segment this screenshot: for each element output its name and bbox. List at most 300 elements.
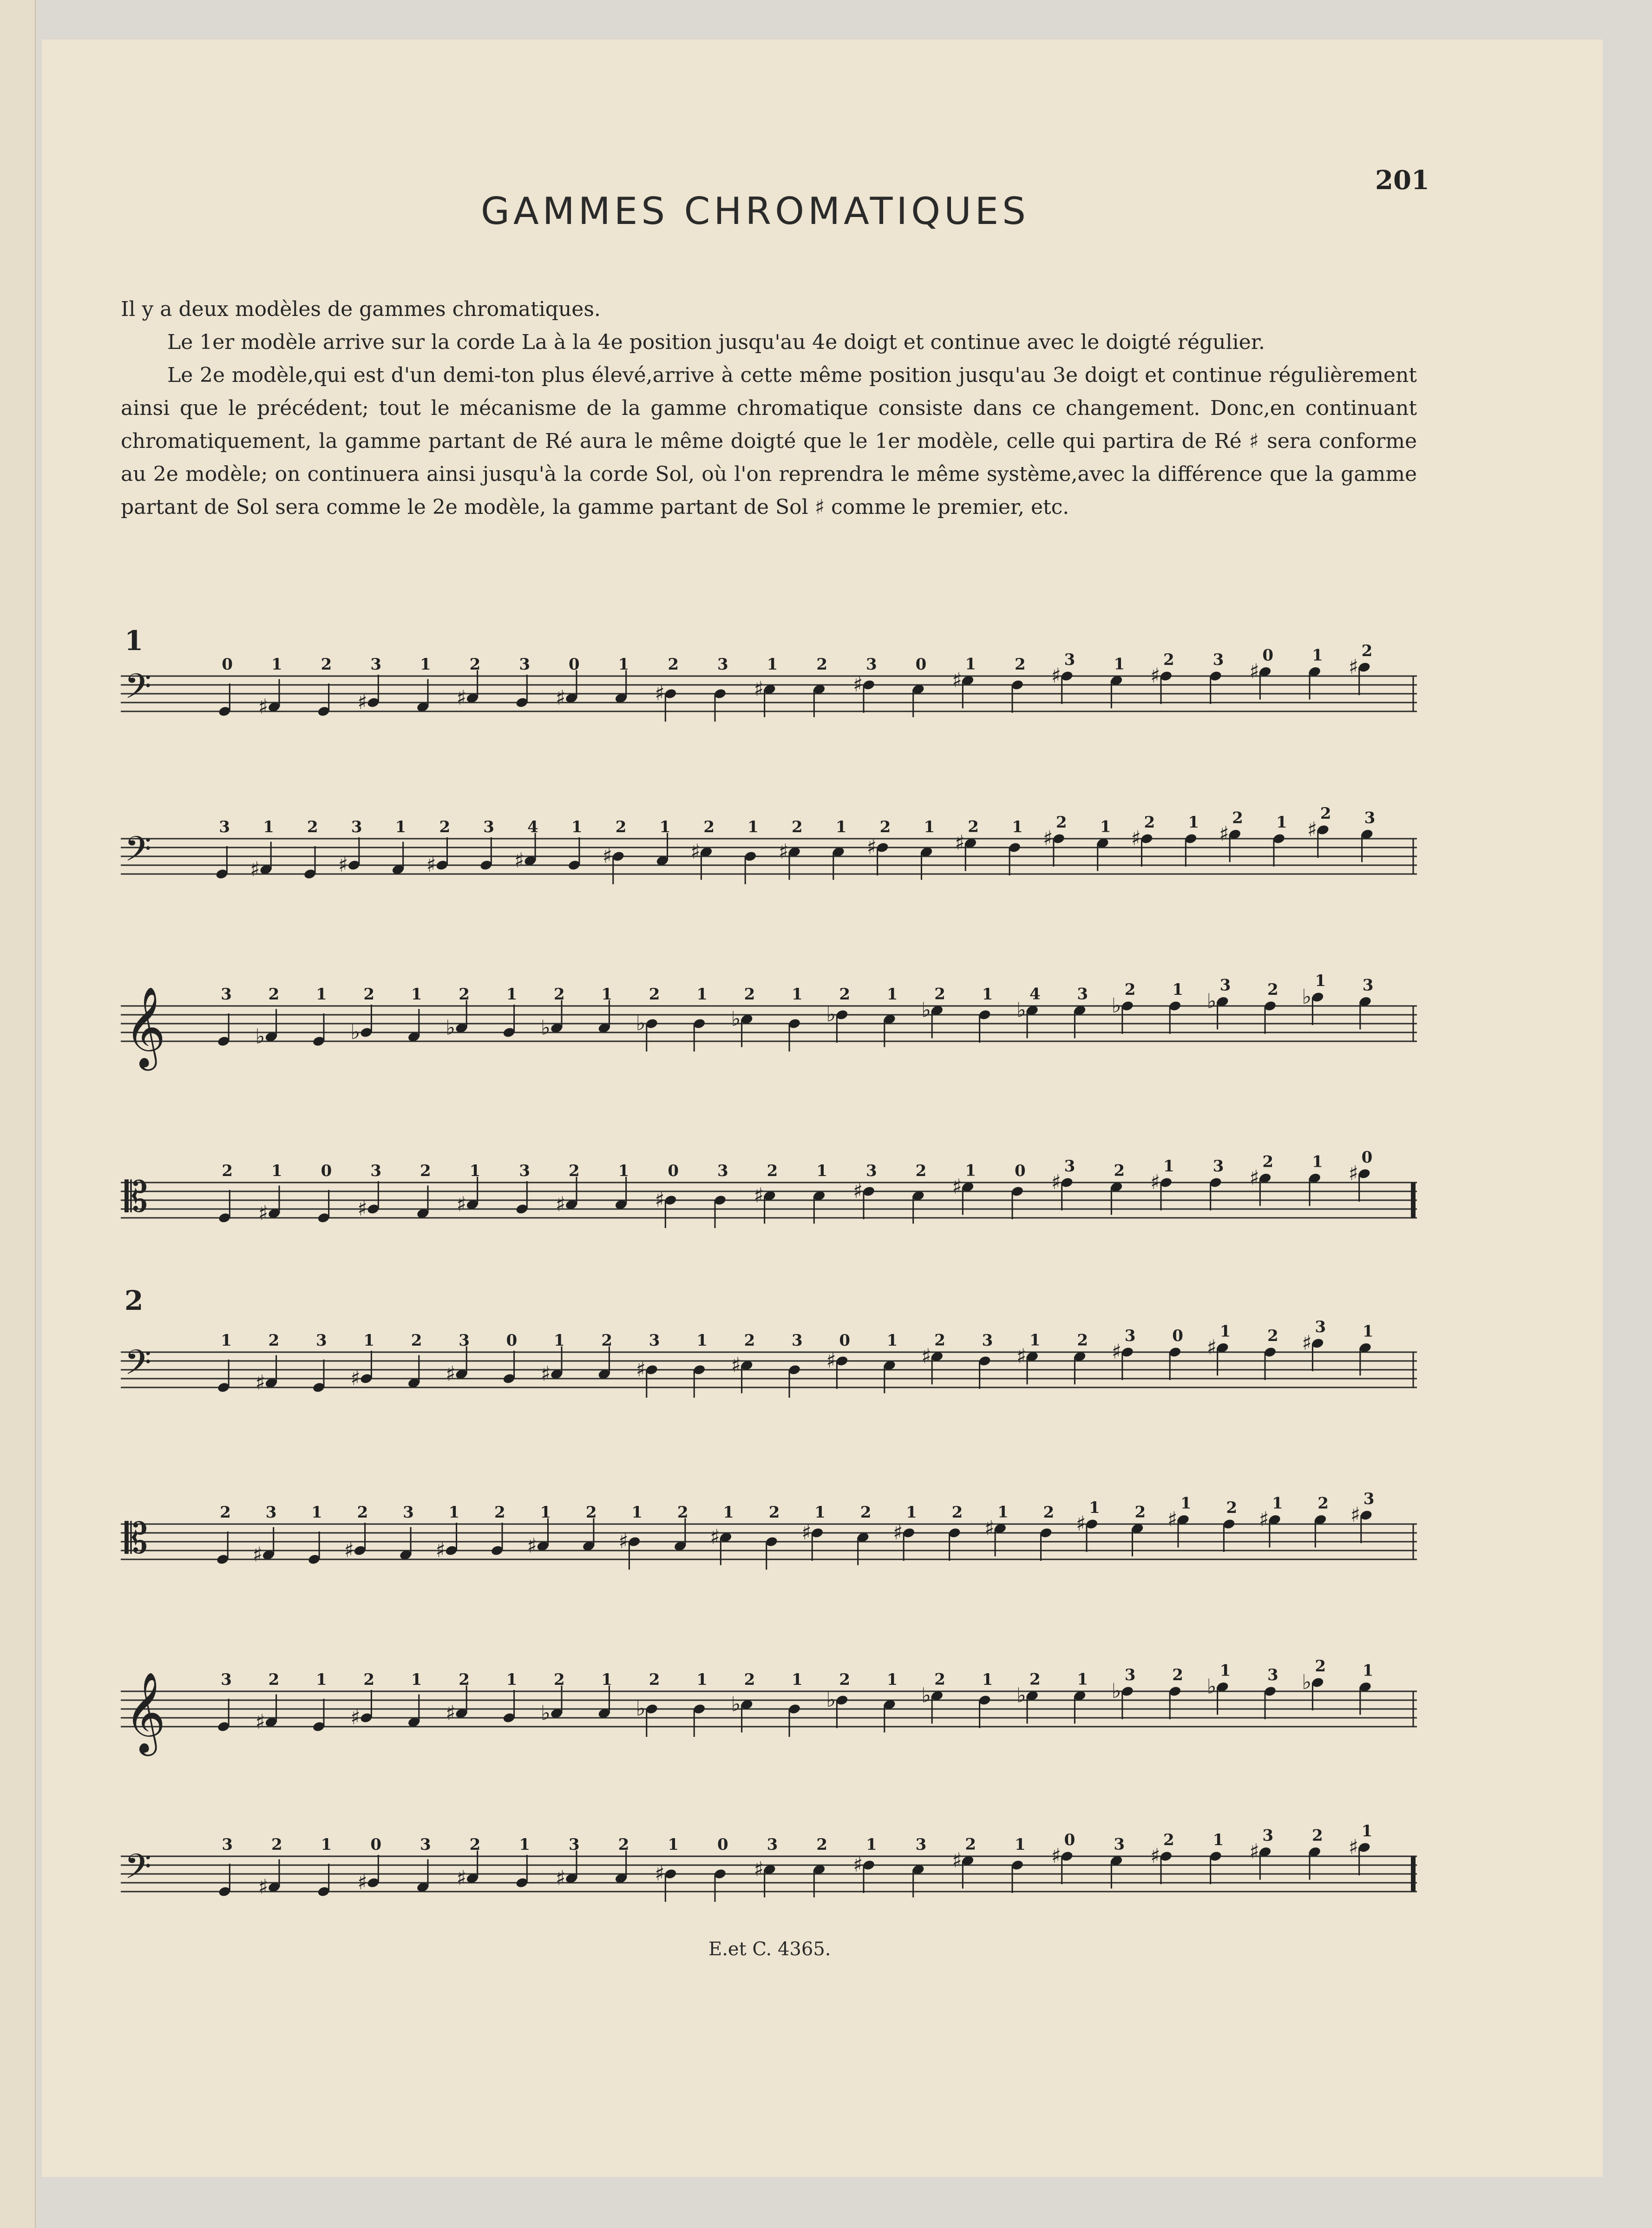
fingering-number: 1 [1315, 972, 1326, 990]
fingering-number: 1 [271, 1162, 282, 1180]
fingering-number: 3 [1363, 1490, 1375, 1508]
accidental: ♯ [426, 853, 436, 877]
fingering-number: 3 [982, 1331, 993, 1350]
accidental: ♭ [1016, 1683, 1026, 1708]
fingering-number: 1 [221, 1331, 232, 1350]
fingering-number: 1 [316, 1670, 327, 1689]
fingering-number: 2 [459, 985, 470, 1004]
staff-svg [121, 804, 1417, 904]
staff-svg [121, 1490, 1417, 1589]
fingering-number: 2 [968, 817, 979, 836]
fingering-number: 2 [703, 818, 715, 836]
fingering-number: 1 [1276, 813, 1287, 832]
accidental: ♯ [853, 1179, 863, 1203]
accidental: ♯ [1150, 1170, 1160, 1194]
fingering-number: 1 [420, 655, 431, 674]
fingering-number: 3 [1315, 1318, 1326, 1336]
fingering-number: 1 [1188, 813, 1200, 832]
fingering-number: 2 [554, 985, 565, 1004]
staff [121, 1822, 1417, 1899]
accidental: ♭ [826, 1688, 836, 1712]
accidental: ♯ [853, 1853, 863, 1877]
fingering-number: 1 [631, 1503, 643, 1522]
accidental: ♯ [556, 1192, 566, 1216]
fingering-number: 1 [263, 818, 274, 836]
accidental: ♯ [984, 1516, 995, 1540]
accidental: ♯ [1249, 1840, 1259, 1864]
accidental: ♭ [1016, 998, 1026, 1022]
fingering-number: 2 [1312, 1826, 1323, 1845]
fingering-number: 2 [934, 1670, 945, 1689]
fingering-number: 1 [411, 985, 422, 1004]
fingering-number: 3 [717, 1162, 728, 1180]
accidental: ♭ [826, 1003, 836, 1026]
accidental: ♯ [921, 1344, 931, 1368]
fingering-number: 2 [934, 985, 945, 1004]
fingering-number: 2 [879, 818, 891, 836]
accidental: ♯ [1131, 827, 1141, 850]
accidental: ♯ [1051, 1170, 1061, 1194]
fingering-number: 1 [835, 818, 847, 836]
fingering-number: 3 [1262, 1826, 1274, 1845]
fingering-number: 1 [965, 1161, 977, 1180]
fingering-number: 2 [268, 985, 280, 1004]
staff-svg [121, 642, 1417, 741]
accidental: ♯ [357, 1871, 367, 1894]
fingering-number: 1 [1100, 817, 1111, 836]
fingering-number: 1 [411, 1670, 422, 1689]
staff [121, 1657, 1417, 1753]
fingering-number: 3 [519, 655, 531, 674]
fingering-number: 3 [866, 1162, 877, 1180]
fingering-number: 2 [420, 1162, 431, 1180]
accidental: ♯ [655, 682, 665, 705]
fingering-number: 1 [519, 1835, 531, 1854]
fingering-number: 2 [469, 1835, 481, 1854]
fingering-number: 1 [1213, 1831, 1224, 1849]
clef-treble: 𝄞 [125, 986, 166, 1067]
fingering-number: 0 [668, 1162, 679, 1180]
accidental: ♯ [655, 1188, 665, 1212]
accidental: ♯ [853, 673, 863, 697]
fingering-number: 2 [1163, 651, 1174, 669]
staff [121, 1148, 1417, 1225]
intro-paragraph-3: Le 2e modèle,qui est d'un demi-ton plus élevé,arrive à cette même position jusqu'au 3e doigt et continue régulièrement ainsi que le précédent; tout le mécanisme de la gamme chromatique consiste dans ce changement. Donc,en continuant chromatiquement, la gamme partant de Ré aura le même doigté que le 1er modèle, celle qui partira de Ré ♯ sera conforme au 2e modèle; on continuera ainsi jusqu'à la corde Sol, où l'on reprendra le même système,avec la différence que la gamme partant de Sol sera comme le 2e modèle, la gamme partant de Sol ♯ comme le premier, etc. [121, 363, 1417, 519]
accidental: ♯ [258, 1201, 269, 1225]
fingering-number: 1 [659, 818, 671, 836]
fingering-number: 2 [1055, 813, 1067, 832]
accidental: ♯ [350, 1367, 361, 1390]
fingering-number: 3 [483, 818, 494, 836]
fingering-number: 1 [982, 1670, 993, 1689]
fingering-number: 1 [696, 985, 708, 1004]
accidental: ♯ [952, 1175, 962, 1199]
accidental: ♯ [338, 853, 348, 877]
clef-bass: 𝄢 [125, 666, 151, 715]
fingering-number: 3 [316, 1331, 327, 1350]
fingering-number: 0 [915, 655, 927, 674]
accidental: ♯ [1206, 1335, 1217, 1360]
fingering-number: 2 [618, 1835, 629, 1854]
fingering-number: 3 [370, 1162, 382, 1180]
fingering-number: 3 [1362, 976, 1374, 995]
fingering-number: 2 [1318, 1494, 1329, 1513]
accidental: ♯ [636, 1358, 646, 1381]
accidental: ♭ [255, 1025, 265, 1049]
fingering-number: 2 [816, 655, 828, 674]
fingering-number: 0 [222, 655, 233, 674]
fingering-number: 3 [1267, 1666, 1278, 1684]
accidental: ♯ [1150, 1844, 1160, 1868]
fingering-number: 3 [1213, 1157, 1224, 1176]
fingering-number: 0 [1262, 646, 1274, 665]
fingering-number: 1 [816, 1162, 828, 1180]
fingering-number: 1 [1272, 1494, 1283, 1513]
accidental: ♯ [866, 835, 877, 859]
fingering-number: 1 [792, 1670, 803, 1689]
fingering-number: 1 [1163, 1157, 1174, 1176]
fingering-number: 1 [792, 985, 803, 1004]
fingering-number: 1 [1180, 1494, 1192, 1513]
accidental: ♯ [456, 686, 466, 710]
fingering-number: 0 [1064, 1831, 1075, 1849]
accidental: ♭ [921, 1683, 931, 1708]
fingering-number: 1 [906, 1503, 917, 1522]
accidental: ♯ [456, 1866, 466, 1890]
fingering-number: 1 [747, 818, 759, 836]
fingering-number: 1 [1362, 1322, 1374, 1341]
accidental: ♯ [1348, 1835, 1358, 1859]
fingering-number: 3 [459, 1331, 470, 1350]
fingering-number: 2 [268, 1331, 280, 1350]
fingering-number: 2 [554, 1670, 565, 1689]
fingering-number: 2 [649, 985, 660, 1004]
fingering-number: 3 [370, 655, 382, 674]
accidental: ♯ [514, 848, 524, 873]
accidental: ♯ [255, 1371, 265, 1395]
fingering-number: 3 [219, 818, 230, 836]
page-number: 201 [1375, 165, 1429, 196]
accidental: ♯ [357, 690, 367, 714]
accidental: ♭ [541, 1016, 551, 1040]
fingering-number: 1 [506, 985, 518, 1004]
fingering-number: 2 [1043, 1503, 1055, 1522]
fingering-number: 1 [668, 1835, 679, 1854]
fingering-number: 2 [1114, 1161, 1125, 1180]
fingering-number: 1 [540, 1503, 551, 1522]
fingering-number: 1 [1312, 646, 1323, 665]
fingering-number: 2 [459, 1670, 470, 1689]
clef-bass: 𝄢 [125, 1342, 151, 1391]
fingering-number: 1 [814, 1503, 826, 1522]
fingering-number: 2 [649, 1670, 660, 1689]
intro-paragraph-2: Le 1er modèle arrive sur la corde La à la 4e position jusqu'au 4e doigt et continue avec le doigté régulier. [167, 330, 1265, 354]
fingering-number: 1 [886, 1331, 898, 1350]
accidental: ♯ [258, 1875, 269, 1899]
fingering-number: 0 [839, 1331, 851, 1350]
accidental: ♭ [921, 998, 931, 1022]
clef-tenor: 𝄡 [125, 1514, 148, 1563]
fingering-number: 3 [866, 655, 877, 674]
fingering-number: 2 [839, 1670, 851, 1689]
fingering-number: 2 [268, 1670, 280, 1689]
fingering-number: 3 [221, 1670, 232, 1689]
fingering-number: 2 [677, 1503, 688, 1522]
fingering-number: 2 [1267, 980, 1278, 999]
fingering-number: 3 [265, 1503, 277, 1522]
staff [121, 1318, 1417, 1395]
accidental: ♯ [1150, 664, 1160, 688]
fingering-number: 2 [469, 655, 481, 674]
fingering-number: 1 [886, 1670, 898, 1689]
fingering-number: 3 [1213, 651, 1224, 669]
intro-text [121, 293, 1417, 524]
fingering-number: 1 [395, 818, 406, 836]
fingering-number: 1 [696, 1331, 708, 1350]
section-number-2: 2 [125, 1285, 144, 1316]
accidental: ♯ [1350, 1503, 1361, 1527]
fingering-number: 2 [363, 985, 375, 1004]
fingering-number: 1 [554, 1331, 565, 1350]
fingering-number: 2 [220, 1503, 231, 1522]
accidental: ♯ [1051, 1844, 1061, 1868]
fingering-number: 2 [494, 1503, 505, 1522]
fingering-number: 1 [1015, 1835, 1026, 1854]
clef-bass: 𝄢 [125, 1847, 151, 1895]
fingering-number: 2 [1124, 980, 1136, 999]
fingering-number: 1 [311, 1503, 322, 1522]
fingering-number: 1 [1219, 1661, 1231, 1680]
accidental: ♯ [952, 668, 962, 692]
fingering-number: 3 [649, 1331, 660, 1350]
fingering-number: 2 [934, 1331, 945, 1350]
accidental: ♭ [1206, 989, 1217, 1013]
fingering-number: 3 [717, 655, 728, 674]
accidental: ♯ [446, 1362, 456, 1386]
accidental: ♯ [541, 1362, 551, 1386]
fingering-number: 2 [411, 1331, 422, 1350]
accidental: ♯ [456, 1192, 466, 1216]
accidental: ♭ [541, 1701, 551, 1725]
staff-svg [121, 1148, 1417, 1248]
fingering-number: 1 [866, 1835, 877, 1854]
fingering-number: 1 [1077, 1670, 1088, 1689]
fingering-number: 3 [792, 1331, 803, 1350]
fingering-number: 1 [618, 655, 629, 674]
fingering-number: 2 [1077, 1331, 1088, 1350]
fingering-number: 2 [951, 1503, 963, 1522]
fingering-number: 1 [363, 1331, 375, 1350]
fingering-number: 2 [965, 1835, 977, 1854]
accidental: ♯ [556, 1866, 566, 1890]
fingering-number: 1 [506, 1670, 518, 1689]
accidental: ♯ [731, 1353, 741, 1377]
fingering-number: 2 [860, 1503, 872, 1522]
accidental: ♭ [446, 1016, 455, 1040]
accidental: ♯ [344, 1538, 354, 1562]
accidental: ♯ [893, 1521, 903, 1544]
fingering-number: 0 [569, 655, 580, 674]
fingering-number: 3 [1124, 1666, 1136, 1684]
accidental: ♯ [779, 840, 789, 864]
accidental: ♯ [556, 686, 566, 710]
fingering-number: 2 [585, 1503, 597, 1522]
fingering-number: 2 [1226, 1498, 1238, 1517]
section-number-1: 1 [125, 625, 144, 657]
accidental: ♭ [636, 1012, 646, 1035]
fingering-number: 3 [420, 1835, 431, 1854]
fingering-number: 3 [221, 985, 232, 1004]
fingering-number: 2 [439, 818, 451, 836]
accidental: ♯ [618, 1530, 629, 1553]
accidental: ♯ [1076, 1512, 1086, 1536]
fingering-number: 1 [1219, 1322, 1231, 1341]
fingering-number: 2 [321, 655, 332, 674]
fingering-number: 2 [271, 1835, 282, 1854]
fingering-number: 0 [717, 1835, 728, 1854]
accidental: ♯ [826, 1349, 836, 1373]
staff [121, 972, 1417, 1067]
accidental: ♯ [255, 1710, 265, 1734]
fingering-number: 2 [816, 1835, 828, 1854]
fingering-number: 2 [1029, 1670, 1041, 1689]
accidental: ♯ [754, 1857, 764, 1881]
accidental: ♯ [1348, 1162, 1358, 1185]
fingering-number: 2 [839, 985, 851, 1004]
accidental: ♭ [350, 1020, 361, 1044]
staff [121, 804, 1417, 881]
staff [121, 1490, 1417, 1567]
clef-bass: 𝄢 [125, 829, 151, 878]
fingering-number: 4 [1029, 985, 1041, 1004]
fingering-number: 0 [321, 1162, 332, 1180]
fingering-number: 1 [982, 985, 993, 1004]
fingering-number: 2 [1134, 1503, 1146, 1522]
accidental: ♯ [655, 1862, 665, 1886]
fingering-number: 1 [723, 1503, 734, 1522]
accidental: ♭ [731, 1007, 741, 1031]
fingering-number: 1 [601, 1670, 613, 1689]
fingering-number: 1 [965, 655, 977, 674]
fingering-number: 1 [1172, 980, 1183, 999]
intro-paragraph-1: Il y a deux modèles de gammes chromatiques. [121, 297, 601, 321]
fingering-number: 2 [601, 1331, 613, 1350]
fingering-number: 3 [1064, 651, 1075, 669]
accidental: ♯ [1249, 1166, 1259, 1190]
fingering-number: 1 [571, 818, 583, 836]
accidental: ♯ [1016, 1344, 1027, 1368]
fingering-number: 3 [1114, 1835, 1125, 1854]
fingering-number: 1 [696, 1670, 708, 1689]
accidental: ♯ [955, 831, 965, 855]
accidental: ♭ [1111, 1679, 1121, 1703]
accidental: ♯ [1249, 659, 1259, 684]
staff-svg [121, 972, 1417, 1071]
fingering-number: 2 [615, 818, 627, 836]
fingering-number: 2 [1172, 1666, 1183, 1684]
accidental: ♯ [1111, 1340, 1122, 1364]
fingering-number: 3 [1124, 1327, 1136, 1345]
fingering-number: 1 [469, 1162, 481, 1180]
staff-svg [121, 1657, 1417, 1756]
accidental: ♯ [1259, 1507, 1269, 1531]
accidental: ♯ [754, 1183, 764, 1208]
accidental: ♯ [1302, 1331, 1312, 1355]
staff-svg [121, 1318, 1417, 1417]
fingering-number: 1 [1362, 1661, 1374, 1680]
fingering-number: 3 [351, 818, 362, 836]
fingering-number: 3 [915, 1835, 927, 1854]
fingering-number: 3 [1364, 808, 1376, 828]
fingering-number: 0 [506, 1331, 518, 1350]
clef-tenor: 𝄡 [125, 1173, 148, 1222]
fingering-number: 1 [316, 985, 327, 1004]
fingering-number: 1 [601, 985, 613, 1004]
accidental: ♯ [1042, 827, 1053, 850]
fingering-number: 2 [307, 818, 318, 836]
fingering-number: 3 [569, 1835, 580, 1854]
fingering-number: 2 [744, 1331, 755, 1350]
fingering-number: 2 [1232, 808, 1243, 828]
accidental: ♯ [710, 1525, 720, 1549]
fingering-number: 1 [618, 1162, 629, 1180]
fingering-number: 2 [1361, 642, 1373, 660]
accidental: ♯ [754, 677, 764, 701]
accidental: ♯ [252, 1543, 262, 1567]
plate-number: E.et C. 4365. [708, 1939, 831, 1960]
fingering-number: 2 [768, 1503, 780, 1522]
fingering-number: 2 [357, 1503, 368, 1522]
accidental: ♯ [690, 840, 701, 864]
accidental: ♭ [1302, 1670, 1312, 1694]
fingering-number: 2 [1315, 1657, 1326, 1676]
fingering-number: 1 [997, 1503, 1009, 1522]
fingering-number: 2 [363, 1670, 375, 1689]
fingering-number: 1 [448, 1503, 460, 1522]
accidental: ♯ [952, 1848, 962, 1873]
fingering-number: 2 [569, 1162, 580, 1180]
accidental: ♯ [258, 695, 269, 719]
fingering-number: 2 [1320, 804, 1331, 823]
fingering-number: 2 [668, 655, 679, 674]
fingering-number: 1 [1029, 1331, 1041, 1350]
fingering-number: 3 [403, 1503, 414, 1522]
fingering-number: 0 [1015, 1162, 1026, 1180]
fingering-number: 0 [1361, 1148, 1373, 1167]
accidental: ♯ [435, 1538, 446, 1562]
fingering-number: 3 [767, 1835, 778, 1854]
staff-svg [121, 1822, 1417, 1921]
fingering-number: 1 [271, 655, 282, 674]
accidental: ♭ [731, 1692, 741, 1716]
fingering-number: 2 [915, 1162, 927, 1180]
accidental: ♯ [801, 1521, 812, 1544]
fingering-number: 1 [321, 1835, 332, 1854]
fingering-number: 2 [767, 1162, 778, 1180]
accidental: ♯ [1051, 664, 1061, 688]
fingering-number: 2 [744, 1670, 755, 1689]
fingering-number: 2 [1144, 813, 1155, 832]
fingering-number: 3 [519, 1162, 531, 1180]
fingering-number: 0 [1172, 1327, 1183, 1345]
accidental: ♭ [1111, 994, 1121, 1018]
page-title: GAMMES CHROMATIQUES [481, 190, 1029, 233]
book-spine-edge [0, 0, 36, 2228]
fingering-number: 3 [222, 1835, 233, 1854]
fingering-number: 1 [1089, 1498, 1100, 1517]
accidental: ♯ [1167, 1507, 1178, 1531]
fingering-number: 1 [1361, 1822, 1373, 1840]
